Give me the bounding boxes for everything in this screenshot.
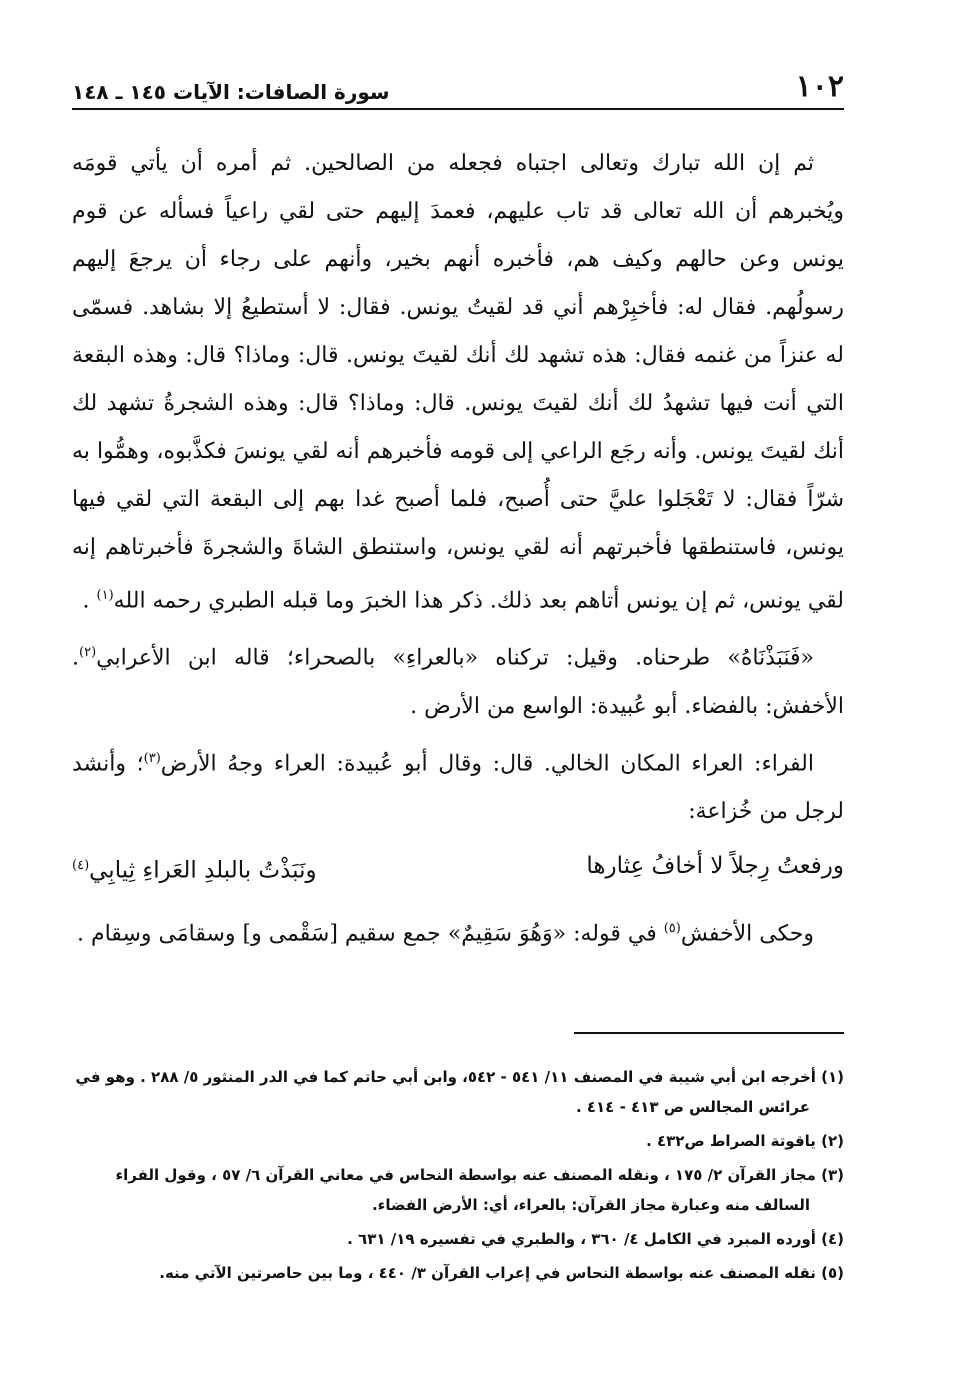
paragraph-3: [72, 735, 844, 836]
footnotes: [72, 1062, 844, 1292]
paragraph-1-text: ثم إن الله تبارك وتعالى اجتباه فجعله من الصالحين. ثم أمره أن يأتي قومَه ويُخبرهم أن الله تعالى قد تاب عليهم، فعمدَ إليهم حتى لقي راعياً فسأله عن قوم يونس وعن حالهم وكيف هم، فأخبره أنهم بخير، وأنهم على رجاء أن يرجعَ إليهم رسولُهم. فقال له: فأخبِرْهم أني قد لقيتُ يونس. فقال: لا أستطيعُ إلا بشاهد. فسمّى له عنزاً من غنمه فقال: هذه تشهد لك أنك لقيتَ يونس. قال: وماذا؟ قال: وهذه البقعة التي أنت فيها تشهدُ لك أنك لقيتَ يونس. قال: وماذا؟ قال: وهذه الشجرةُ تشهد لك أنك لقيتَ يونس. وأنه رجَع الراعي إلى قومه فأخبرهم أنه لقي يونسَ فكذَّبوه، وهمُّوا به شرّاً فقال: لا تَعْجَلوا عليَّ حتى أُصبح، فلما أصبح غدا بهم إلى البقعة التي لقي فيها يونس، فاستنطقها فأخبرتهم أنه لقي يونس، واستنطق الشاةَ والشجرةَ فأخبرتاهم إنه لقي يونس، ثم إن يونس أتاهم بعد ذلك. ذكر هذا الخبرَ وما قبله الطبري رحمه الله: [72, 151, 844, 614]
footnote-ref-2: (٢): [79, 645, 97, 661]
footnote-3: (٣) مجاز القرآن ٢/ ١٧٥ ، ونقله المصنف عنه بواسطة النحاس في معاني القرآن ٦/ ٥٧ ، وقول الفراء السالف منه وعبارة مجاز القرآن: بالعراء، أي: الأرض الفضاء.: [115, 1166, 844, 1214]
paragraph-2-text: «فَنَبَذْنَاهُ» طرحناه. وقيل: تركناه «بالعراءِ» بالصحراء؛ قاله ابن الأعرابي: [96, 645, 814, 671]
footnote-divider: [574, 1032, 844, 1034]
paragraph-2-end: . الأخفش: بالفضاء. أبو عُبيدة: الواسع من الأرض .: [72, 645, 844, 719]
running-title: سورة الصافات: الآيات ١٤٥ ـ ١٤٨: [72, 80, 390, 104]
footnote-ref-1: (١): [96, 588, 114, 603]
footnote-ref-4: (٤): [72, 857, 90, 873]
main-text: [72, 140, 844, 962]
footnote-4: (٤) أورده المبرد في الكامل ٤/ ٣٦٠ ، والطبري في تفسيره ١٩/ ٦٣١ .: [347, 1230, 844, 1248]
page-header: [72, 64, 844, 110]
paragraph-2: [72, 629, 844, 730]
poetry-verse: [72, 842, 844, 895]
footnote-ref-5: (٥): [663, 920, 681, 936]
footnote-2: (٢) ياقوتة الصراط ص٤٣٢ .: [646, 1132, 844, 1150]
verse-second-hemistich: [72, 842, 317, 895]
paragraph-3-end: ؛ وأنشد لرجل من خُزاعة:: [72, 750, 844, 824]
paragraph-1: [72, 140, 844, 625]
footnote-1: (١) أخرجه ابن أبي شيبة في المصنف ١١/ ٥٤١ - ٥٤٢، وابن أبي حاتم كما في الدر المنثور ٥/ ٢٨٨ . وهو في عرائس المجالس ص ٤١٣ - ٤١٤ .: [75, 1068, 844, 1116]
verse-first-hemistich: ورفعتُ رِجلاً لا أخافُ عِثارها: [586, 852, 844, 879]
paragraph-3-text: الفراء: العراء المكان الخالي. قال: وقال أبو عُبيدة: العراء وجهُ الأرض: [160, 750, 814, 776]
paragraph-4-text: وحكى الأخفش: [680, 920, 814, 946]
footnote-5: (٥) نقله المصنف عنه بواسطة النحاس في إعراب القرآن ٣/ ٤٤٠ ، وما بين حاصرتين الآتي منه.: [159, 1264, 844, 1282]
page-number: ١٠٢: [795, 69, 844, 104]
footnote-ref-3: (٣): [143, 750, 161, 766]
verse-second-text: ونَبَذْتُ بالبلدِ العَراءِ ثِيابِي: [89, 857, 317, 884]
paragraph-1-end: .: [82, 588, 97, 614]
paragraph-4: [72, 905, 844, 958]
paragraph-4-end: في قوله: «وَهُوَ سَقِيمٌ» جمع سقيم [سَقْمى و] وسقامَى وسِقام .: [77, 920, 664, 946]
